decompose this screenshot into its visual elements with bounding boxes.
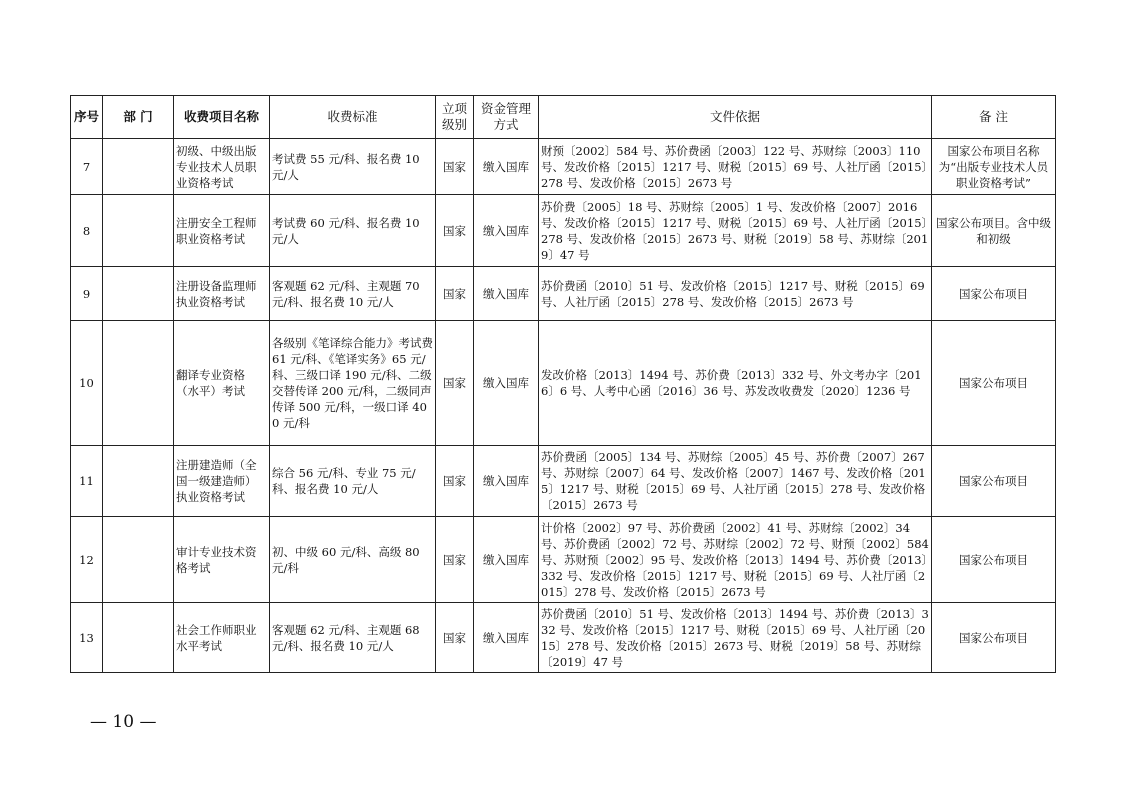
cell-no: 11 xyxy=(71,446,103,517)
cell-name: 翻译专业资格（水平）考试 xyxy=(174,321,270,446)
cell-no: 13 xyxy=(71,603,103,673)
cell-mgmt: 缴入国库 xyxy=(474,139,539,195)
cell-no: 8 xyxy=(71,195,103,267)
cell-basis: 苏价费函〔2005〕134 号、苏财综〔2005〕45 号、苏价费〔2007〕267 号、苏财综〔2007〕64 号、发改价格〔2007〕1467 号、发改价格〔2015〕1217 号、财税〔2015〕69 号、人社厅函〔2015〕278 号、发改价格〔2015〕2673 号 xyxy=(539,446,932,517)
cell-level: 国家 xyxy=(436,446,474,517)
cell-name: 注册设备监理师执业资格考试 xyxy=(174,267,270,321)
cell-basis: 苏价费函〔2010〕51 号、发改价格〔2015〕1217 号、财税〔2015〕69 号、人社厅函〔2015〕278 号、发改价格〔2015〕2673 号 xyxy=(539,267,932,321)
header-name: 收费项目名称 xyxy=(174,96,270,139)
header-mgmt: 资金管理方式 xyxy=(474,96,539,139)
fee-table xyxy=(70,95,1056,673)
cell-note: 国家公布项目。含中级和初级 xyxy=(932,195,1056,267)
cell-dept xyxy=(103,321,174,446)
cell-note: 国家公布项目 xyxy=(932,517,1056,603)
cell-no: 10 xyxy=(71,321,103,446)
table-header-row xyxy=(71,96,1056,139)
cell-standard: 考试费 55 元/科、报名费 10 元/人 xyxy=(270,139,436,195)
page-number: — 10 — xyxy=(90,712,157,732)
header-dept: 部 门 xyxy=(103,96,174,139)
cell-name: 审计专业技术资格考试 xyxy=(174,517,270,603)
cell-note: 国家公布项目 xyxy=(932,446,1056,517)
cell-mgmt: 缴入国库 xyxy=(474,195,539,267)
cell-standard: 客观题 62 元/科、主观题 70 元/科、报名费 10 元/人 xyxy=(270,267,436,321)
cell-note: 国家公布项目 xyxy=(932,321,1056,446)
cell-name: 社会工作师职业水平考试 xyxy=(174,603,270,673)
cell-note: 国家公布项目 xyxy=(932,603,1056,673)
cell-basis: 财预〔2002〕584 号、苏价费函〔2003〕122 号、苏财综〔2003〕110 号、发改价格〔2015〕1217 号、财税〔2015〕69 号、人社厅函〔2015〕278 号、发改价格〔2015〕2673 号 xyxy=(539,139,932,195)
cell-mgmt: 缴入国库 xyxy=(474,321,539,446)
cell-mgmt: 缴入国库 xyxy=(474,267,539,321)
cell-basis: 苏价费〔2005〕18 号、苏财综〔2005〕1 号、发改价格〔2007〕2016 号、发改价格〔2015〕1217 号、财税〔2015〕69 号、人社厅函〔2015〕278 号、发改价格〔2015〕2673 号、财税〔2019〕58 号、苏财综〔2019〕47 号 xyxy=(539,195,932,267)
cell-standard: 初、中级 60 元/科、高级 80 元/科 xyxy=(270,517,436,603)
cell-basis: 苏价费函〔2010〕51 号、发改价格〔2013〕1494 号、苏价费〔2013〕332 号、发改价格〔2015〕1217 号、财税〔2015〕69 号、人社厅函〔2015〕278 号、发改价格〔2015〕2673 号、财税〔2019〕58 号、苏财综〔2019〕47 号 xyxy=(539,603,932,673)
cell-level: 国家 xyxy=(436,321,474,446)
cell-name: 注册建造师（全国一级建造师）执业资格考试 xyxy=(174,446,270,517)
cell-dept xyxy=(103,446,174,517)
cell-level: 国家 xyxy=(436,195,474,267)
cell-dept xyxy=(103,603,174,673)
cell-dept xyxy=(103,139,174,195)
cell-no: 9 xyxy=(71,267,103,321)
cell-mgmt: 缴入国库 xyxy=(474,446,539,517)
cell-level: 国家 xyxy=(436,267,474,321)
header-no: 序号 xyxy=(71,96,103,139)
cell-note: 国家公布项目名称为“出版专业技术人员职业资格考试” xyxy=(932,139,1056,195)
header-level: 立项级别 xyxy=(436,96,474,139)
cell-level: 国家 xyxy=(436,139,474,195)
table-row xyxy=(71,321,1056,446)
cell-basis: 发改价格〔2013〕1494 号、苏价费〔2013〕332 号、外文考办字〔2016〕6 号、人考中心函〔2016〕36 号、苏发改收费发〔2020〕1236 号 xyxy=(539,321,932,446)
cell-standard: 客观题 62 元/科、主观题 68 元/科、报名费 10 元/人 xyxy=(270,603,436,673)
cell-no: 7 xyxy=(71,139,103,195)
header-note: 备 注 xyxy=(932,96,1056,139)
cell-standard: 考试费 60 元/科、报名费 10 元/人 xyxy=(270,195,436,267)
cell-name: 注册安全工程师职业资格考试 xyxy=(174,195,270,267)
cell-level: 国家 xyxy=(436,603,474,673)
header-basis: 文件依据 xyxy=(539,96,932,139)
cell-dept xyxy=(103,267,174,321)
table-row xyxy=(71,139,1056,195)
table-row xyxy=(71,603,1056,673)
cell-standard: 各级别《笔译综合能力》考试费 61 元/科、《笔译实务》65 元/科、三级口译 190 元/科、二级交替传译 200 元/科，二级同声传译 500 元/科，一级口译 400 元/科 xyxy=(270,321,436,446)
table-row xyxy=(71,517,1056,603)
table-row xyxy=(71,446,1056,517)
cell-dept xyxy=(103,195,174,267)
cell-mgmt: 缴入国库 xyxy=(474,517,539,603)
table-row xyxy=(71,267,1056,321)
cell-standard: 综合 56 元/科、专业 75 元/科、报名费 10 元/人 xyxy=(270,446,436,517)
cell-mgmt: 缴入国库 xyxy=(474,603,539,673)
header-standard: 收费标准 xyxy=(270,96,436,139)
cell-note: 国家公布项目 xyxy=(932,267,1056,321)
cell-name: 初级、中级出版专业技术人员职业资格考试 xyxy=(174,139,270,195)
cell-dept xyxy=(103,517,174,603)
cell-no: 12 xyxy=(71,517,103,603)
cell-basis: 计价格〔2002〕97 号、苏价费函〔2002〕41 号、苏财综〔2002〕34 号、苏价费函〔2002〕72 号、苏财综〔2002〕72 号、财预〔2002〕584 号、苏财预〔2002〕95 号、发改价格〔2013〕1494 号、苏价费〔2013〕332 号、发改价格〔2015〕1217 号、财税〔2015〕69 号、人社厅函〔2015〕278 号、发改价格〔2015〕2673 号 xyxy=(539,517,932,603)
table-row xyxy=(71,195,1056,267)
cell-level: 国家 xyxy=(436,517,474,603)
